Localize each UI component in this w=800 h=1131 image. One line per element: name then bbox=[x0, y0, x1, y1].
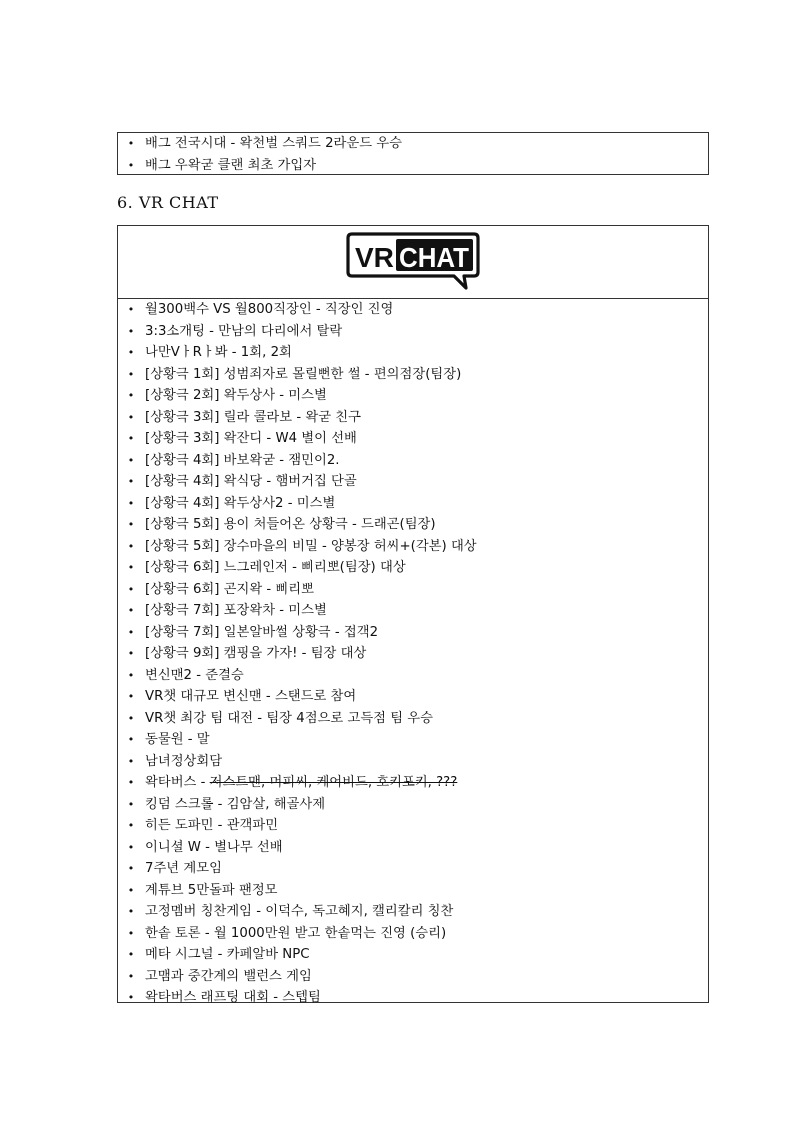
list-item bbox=[118, 944, 708, 966]
list-item bbox=[118, 708, 708, 730]
list-item bbox=[118, 450, 708, 472]
bullet-icon: • bbox=[127, 432, 135, 445]
bullet-icon: • bbox=[127, 496, 135, 510]
list-item-text: [상황극 2회] 왁두상사 - 미스별 bbox=[145, 388, 327, 403]
list-item bbox=[118, 364, 708, 386]
list-item-text: 3:3소개팅 - 만남의 다리에서 탈락 bbox=[145, 323, 343, 339]
previous-section-box bbox=[117, 132, 709, 175]
bullet-icon: • bbox=[127, 303, 135, 316]
list-item-text: 배그 전국시대 - 왁천벌 스쿼드 2라운드 우승 bbox=[145, 136, 402, 151]
bullet-icon: • bbox=[127, 905, 135, 918]
list-item-text: [상황극 1회] 성범죄자로 몰릴뻔한 썰 - 편의점장(팀장) bbox=[145, 366, 462, 382]
bullet-icon: • bbox=[127, 625, 135, 639]
bullet-icon: • bbox=[127, 797, 135, 811]
list-item bbox=[118, 643, 708, 665]
list-item-text: [상황극 9회] 캠핑을 가자! - 팀장 대상 bbox=[145, 646, 367, 661]
bullet-icon: • bbox=[127, 647, 135, 660]
list-item bbox=[118, 772, 708, 794]
list-item bbox=[118, 858, 708, 880]
bullet-icon: • bbox=[127, 158, 135, 172]
bullet-icon: • bbox=[127, 367, 135, 381]
bullet-icon: • bbox=[127, 862, 135, 875]
bullet-icon: • bbox=[127, 690, 135, 703]
list-item bbox=[118, 880, 708, 902]
list-item bbox=[118, 155, 708, 177]
list-item bbox=[118, 622, 708, 644]
list-item-text: 메타 시그널 - 카페알바 NPC bbox=[145, 947, 310, 962]
list-item bbox=[118, 514, 708, 536]
list-item-text: 고맴과 중간계의 밸런스 게임 bbox=[145, 968, 312, 984]
bullet-icon: • bbox=[127, 410, 135, 424]
list-item bbox=[118, 837, 708, 859]
list-item-text: 왁타버스 래프팅 대회 - 스텝팀 bbox=[145, 990, 321, 1005]
list-item-text: [상황극 5회] 용이 처들어온 상황극 - 드래곤(팀장) bbox=[145, 517, 436, 532]
list-item bbox=[118, 751, 708, 773]
bullet-icon: • bbox=[127, 776, 135, 789]
bullet-icon: • bbox=[127, 518, 135, 531]
bullet-icon: • bbox=[127, 883, 135, 897]
list-item bbox=[118, 321, 708, 343]
list-item bbox=[118, 471, 708, 493]
list-item-text: 한솥 토론 - 월 1000만원 받고 한솥먹는 진영 (승리) bbox=[145, 925, 447, 941]
bullet-icon: • bbox=[127, 604, 135, 617]
list-item bbox=[118, 407, 708, 429]
logo-chat-text: CHAT bbox=[399, 242, 469, 273]
list-item-text: 계튜브 5만돌파 팬정모 bbox=[145, 882, 278, 898]
bullet-icon: • bbox=[127, 582, 135, 596]
previous-section-list bbox=[118, 133, 708, 176]
list-item-text: 남녀정상회담 bbox=[145, 753, 223, 769]
bullet-icon: • bbox=[127, 991, 135, 1004]
list-item bbox=[118, 923, 708, 945]
list-item bbox=[118, 600, 708, 622]
list-item bbox=[118, 428, 708, 450]
list-item bbox=[118, 579, 708, 601]
list-item bbox=[118, 133, 708, 155]
bullet-icon: • bbox=[127, 969, 135, 983]
bullet-icon: • bbox=[127, 711, 135, 725]
list-item-text: 킹덤 스크롤 - 김암살, 해골사제 bbox=[145, 796, 326, 812]
bullet-icon: • bbox=[127, 840, 135, 854]
logo-vr-text: VR bbox=[355, 242, 394, 273]
list-item-text: 왁타버스 - bbox=[145, 775, 210, 790]
list-item-text: [상황극 7회] 일본알바썰 상황극 - 접객2 bbox=[145, 624, 379, 640]
list-item bbox=[118, 729, 708, 751]
list-item-text: 배그 우왁굳 클랜 최초 가입자 bbox=[145, 157, 317, 173]
vr-chat-list bbox=[118, 299, 708, 1009]
list-item-text: 이니셜 W - 별나무 선배 bbox=[145, 839, 283, 855]
list-item-text: VR챗 대규모 변신맨 - 스탠드로 참여 bbox=[145, 689, 357, 704]
bullet-icon: • bbox=[127, 948, 135, 961]
vr-chat-box bbox=[117, 225, 709, 1003]
bullet-icon: • bbox=[127, 668, 135, 682]
list-item-text: 월300백수 VS 월800직장인 - 직장인 진영 bbox=[145, 302, 394, 317]
bullet-icon: • bbox=[127, 475, 135, 488]
list-item bbox=[118, 794, 708, 816]
list-item-text: 고정멤버 칭찬게임 - 이덕수, 독고혜지, 캘리칼리 칭찬 bbox=[145, 904, 454, 919]
bullet-icon: • bbox=[127, 324, 135, 338]
bullet-icon: • bbox=[127, 819, 135, 832]
list-item bbox=[118, 342, 708, 364]
list-item-text: 변신맨2 - 준결승 bbox=[145, 667, 244, 683]
list-item bbox=[118, 493, 708, 515]
list-item-text: 나만VㅏRㅏ봐 - 1회, 2회 bbox=[145, 345, 292, 360]
bullet-icon: • bbox=[127, 561, 135, 574]
list-item-text: [상황극 5회] 장수마을의 비밀 - 양봉장 허씨+(각본) 대상 bbox=[145, 538, 477, 554]
list-item-text: VR챗 최강 팀 대전 - 팀장 4점으로 고득점 팀 우승 bbox=[145, 710, 433, 726]
list-item bbox=[118, 299, 708, 321]
list-item bbox=[118, 686, 708, 708]
vr-chat-logo bbox=[346, 231, 480, 293]
list-item bbox=[118, 536, 708, 558]
bullet-icon: • bbox=[127, 346, 135, 359]
list-item bbox=[118, 901, 708, 923]
list-item bbox=[118, 665, 708, 687]
bullet-icon: • bbox=[127, 453, 135, 467]
list-item bbox=[118, 987, 708, 1009]
list-item-text: [상황극 4회] 바보왁굳 - 잼민이2. bbox=[145, 452, 340, 468]
list-item-text: [상황극 3회] 왁잔디 - W4 별이 선배 bbox=[145, 431, 357, 446]
list-item bbox=[118, 815, 708, 837]
logo-cell bbox=[118, 226, 708, 299]
list-item-text: [상황극 6회] 느그레인저 - 삐리뽀(팀장) 대상 bbox=[145, 560, 406, 575]
list-item-text: [상황극 7회] 포장왁차 - 미스별 bbox=[145, 603, 327, 618]
list-item bbox=[118, 966, 708, 988]
list-item-text: [상황극 6회] 곤지왁 - 삐리뽀 bbox=[145, 581, 314, 597]
bullet-icon: • bbox=[127, 754, 135, 768]
list-item bbox=[118, 557, 708, 579]
bullet-icon: • bbox=[127, 389, 135, 402]
list-item-text: 7주년 계모임 bbox=[145, 861, 222, 876]
struck-text: 저스트맨, 머피씨, 케어비드, 호키포키, ??? bbox=[209, 775, 458, 790]
list-item bbox=[118, 385, 708, 407]
list-item-text: [상황극 4회] 왁식당 - 햄버거집 단골 bbox=[145, 474, 357, 489]
list-item-text: 히든 도파민 - 관객파민 bbox=[145, 818, 279, 833]
list-item-text: [상황극 3회] 릴라 콜라보 - 왁굳 친구 bbox=[145, 409, 361, 425]
list-item-text: [상황극 4회] 왁두상사2 - 미스별 bbox=[145, 495, 336, 511]
bullet-icon: • bbox=[127, 926, 135, 940]
bullet-icon: • bbox=[127, 733, 135, 746]
section-heading: 6. VR CHAT bbox=[117, 193, 219, 212]
list-item-text: 동물원 - 말 bbox=[145, 732, 210, 747]
bullet-icon: • bbox=[127, 137, 135, 150]
bullet-icon: • bbox=[127, 539, 135, 553]
